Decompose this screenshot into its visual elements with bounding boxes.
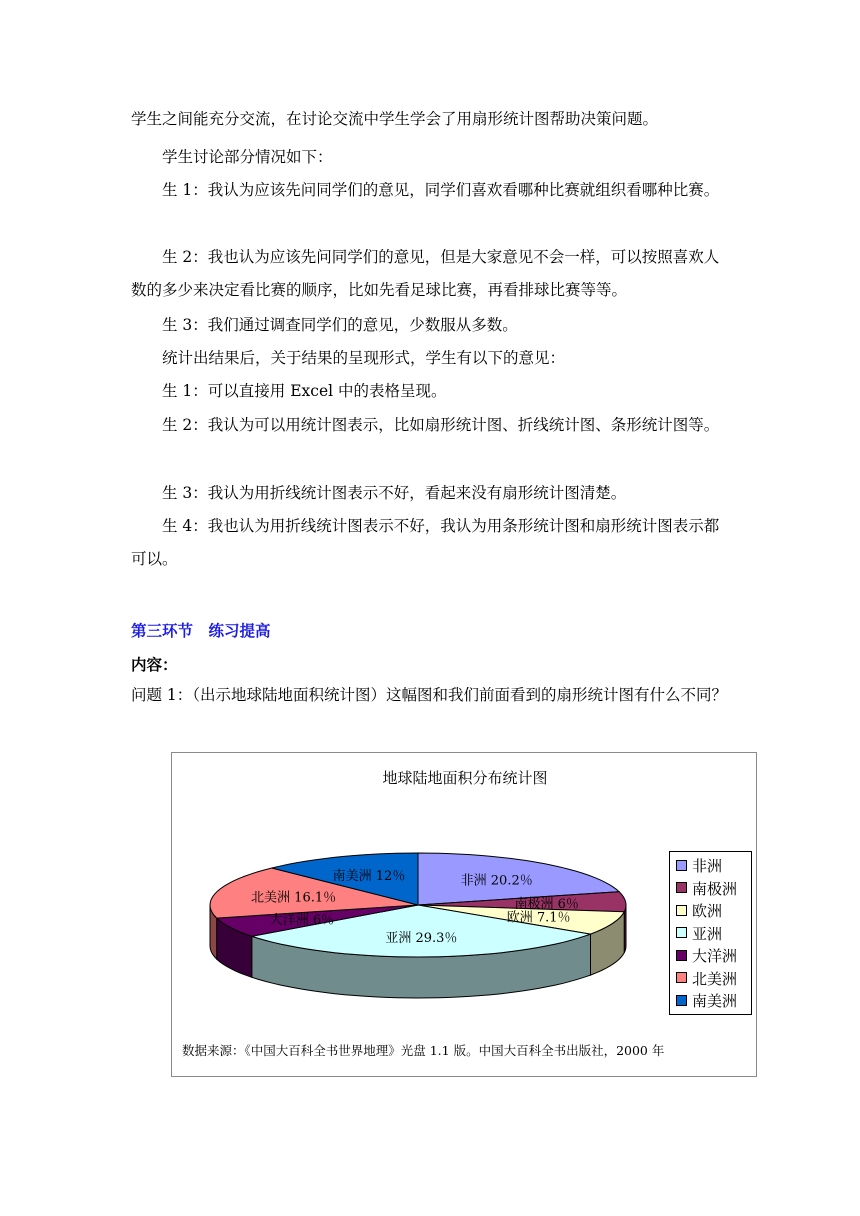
data-label-欧洲: 欧洲 7.1％ [506, 910, 571, 926]
data-label-北美洲: 北美洲 16.1％ [251, 890, 337, 906]
legend-swatch [676, 905, 687, 916]
section-heading: 第三环节 练习提高 [131, 622, 271, 640]
legend-label: 欧洲 [692, 902, 723, 920]
question-text: 问题 1：（出示地球陆地面积统计图）这幅图和我们前面看到的扇形统计图有什么不同？ [131, 686, 728, 704]
paragraph-7: 生 1：可以直接用 Excel 中的表格呈现。 [162, 382, 447, 400]
paragraph-4: 生 2：我也认为应该先问同学们的意见，但是大家意见不会一样，可以按照喜欢人数的多少来决定看比赛的顺序，比如先看足球比赛，再看排球比赛等等。 [131, 248, 720, 299]
data-label-亚洲: 亚洲 29.3％ [385, 931, 458, 947]
paragraph-1: 学生之间能充分交流，在讨论交流中学生学会了用扇形统计图帮助决策问题。 [131, 110, 659, 128]
legend-item-亚洲 [676, 924, 722, 944]
legend-swatch [676, 972, 687, 983]
content-label: 内容： [131, 656, 178, 674]
paragraph-9: 生 3：我认为用折线统计图表示不好，看起来没有扇形统计图清楚。 [162, 484, 627, 502]
chart-source: 数据来源：《中国大百科全书世界地理》光盘 1.1 版。中国大百科全书出版社，2000 年 [182, 1043, 665, 1058]
legend-swatch [676, 882, 687, 893]
chart-title: 地球陆地面积分布统计图 [382, 769, 548, 787]
legend-item-南美洲 [676, 991, 737, 1011]
data-label-大洋洲: 大洋洲 6％ [269, 913, 335, 928]
chart-legend [669, 851, 752, 1015]
legend-swatch [676, 995, 687, 1006]
data-label-南美洲: 南美洲 12％ [332, 869, 406, 885]
legend-label: 亚洲 [692, 924, 723, 943]
pie-chart-figure [171, 752, 757, 1077]
legend-label: 非洲 [692, 857, 723, 875]
legend-item-欧洲 [676, 901, 722, 921]
data-label-南极洲: 南极洲 6％ [514, 897, 579, 912]
legend-swatch [676, 950, 687, 961]
legend-item-大洋洲 [676, 946, 737, 966]
legend-label: 北美洲 [692, 969, 738, 988]
legend-item-北美洲 [676, 969, 737, 989]
paragraph-3: 生 1：我认为应该先问同学们的意见，同学们喜欢看哪种比赛就组织看哪种比赛。 [162, 181, 720, 199]
legend-label: 南美洲 [692, 992, 738, 1010]
paragraph-8: 生 2：我认为可以用统计图表示，比如扇形统计图、折线统计图、条形统计图等。 [162, 416, 720, 434]
paragraph-2: 学生讨论部分情况如下： [162, 148, 333, 166]
paragraph-6: 统计出结果后，关于结果的呈现形式，学生有以下的意见： [162, 349, 566, 367]
legend-swatch [676, 927, 687, 938]
paragraph-10: 生 4：我也认为用折线统计图表示不好，我认为用条形统计图和扇形统计图表示都可以。 [131, 517, 720, 568]
data-label-非洲: 非洲 20.2％ [460, 873, 533, 889]
legend-label: 大洋洲 [692, 947, 738, 965]
legend-item-非洲 [676, 856, 722, 876]
legend-label: 南极洲 [692, 879, 738, 898]
paragraph-5: 生 3：我们通过调查同学们的意见，少数服从多数。 [162, 316, 518, 334]
legend-swatch [676, 860, 687, 871]
legend-item-南极洲 [676, 879, 737, 899]
